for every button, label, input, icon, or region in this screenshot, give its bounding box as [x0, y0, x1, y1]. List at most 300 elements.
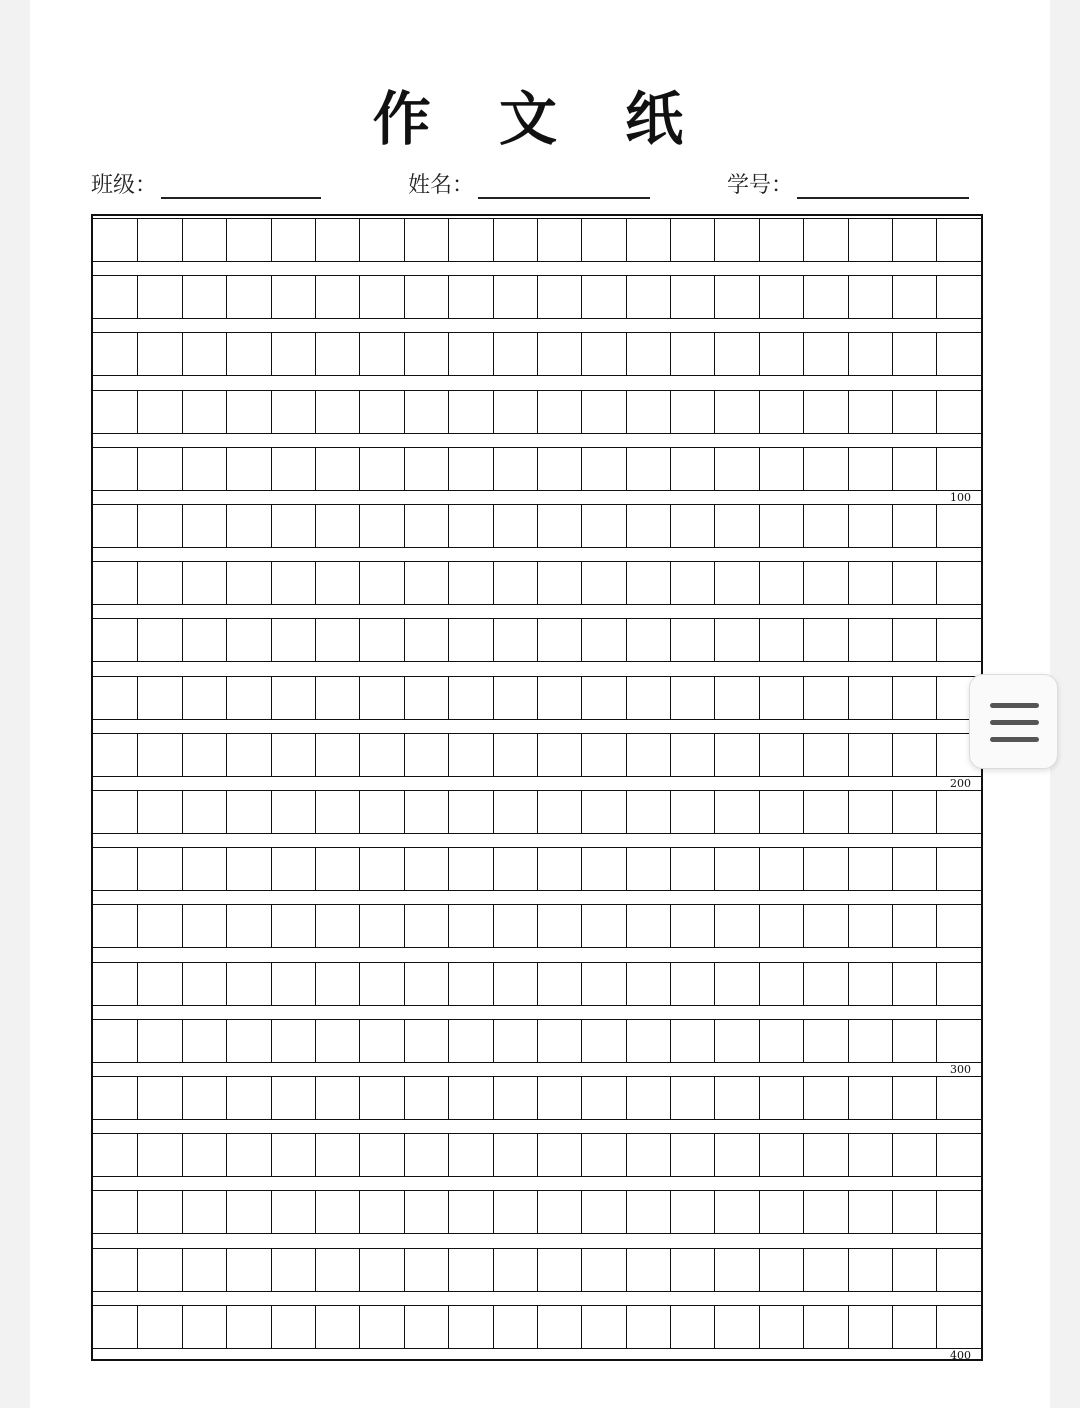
grid-cell[interactable] — [759, 1133, 803, 1177]
grid-cell[interactable] — [803, 733, 847, 777]
grid-cell[interactable] — [892, 218, 936, 262]
grid-cell[interactable] — [137, 447, 181, 491]
grid-cell[interactable] — [581, 676, 625, 720]
grid-cell[interactable] — [448, 390, 492, 434]
grid-cell[interactable] — [848, 1019, 892, 1063]
grid-cell[interactable] — [892, 275, 936, 319]
grid-cell[interactable] — [315, 1190, 359, 1234]
grid-cell[interactable] — [404, 390, 448, 434]
grid-cell[interactable] — [226, 561, 270, 605]
grid-cell[interactable] — [315, 275, 359, 319]
grid-cell[interactable] — [848, 275, 892, 319]
grid-cell[interactable] — [493, 332, 537, 376]
grid-cell[interactable] — [670, 676, 714, 720]
grid-cell[interactable] — [271, 561, 315, 605]
grid-cell[interactable] — [93, 561, 137, 605]
grid-cell[interactable] — [936, 904, 980, 948]
grid-cell[interactable] — [448, 1076, 492, 1120]
grid-cell[interactable] — [537, 218, 581, 262]
grid-cell[interactable] — [93, 275, 137, 319]
grid-cell[interactable] — [226, 275, 270, 319]
grid-cell[interactable] — [803, 332, 847, 376]
grid-cell[interactable] — [93, 733, 137, 777]
grid-cell[interactable] — [182, 904, 226, 948]
grid-cell[interactable] — [226, 447, 270, 491]
grid-cell[interactable] — [359, 676, 403, 720]
grid-cell[interactable] — [759, 504, 803, 548]
grid-cell[interactable] — [581, 332, 625, 376]
grid-cell[interactable] — [759, 904, 803, 948]
grid-cell[interactable] — [448, 733, 492, 777]
grid-cell[interactable] — [759, 962, 803, 1006]
grid-cell[interactable] — [537, 1076, 581, 1120]
grid-cell[interactable] — [537, 332, 581, 376]
grid-cell[interactable] — [93, 1076, 137, 1120]
grid-cell[interactable] — [848, 332, 892, 376]
grid-cell[interactable] — [581, 733, 625, 777]
grid-cell[interactable] — [848, 447, 892, 491]
grid-cell[interactable] — [359, 332, 403, 376]
grid-cell[interactable] — [137, 733, 181, 777]
grid-cell[interactable] — [359, 390, 403, 434]
grid-cell[interactable] — [714, 618, 758, 662]
grid-cell[interactable] — [271, 332, 315, 376]
grid-cell[interactable] — [271, 1190, 315, 1234]
grid-cell[interactable] — [626, 1305, 670, 1349]
grid-cell[interactable] — [803, 218, 847, 262]
grid-cell[interactable] — [315, 962, 359, 1006]
grid-cell[interactable] — [803, 904, 847, 948]
grid-cell[interactable] — [626, 1133, 670, 1177]
grid-cell[interactable] — [493, 218, 537, 262]
grid-cell[interactable] — [626, 733, 670, 777]
grid-cell[interactable] — [226, 390, 270, 434]
grid-cell[interactable] — [271, 275, 315, 319]
grid-cell[interactable] — [404, 790, 448, 834]
grid-cell[interactable] — [803, 962, 847, 1006]
student-id-blank[interactable] — [797, 175, 969, 199]
grid-cell[interactable] — [936, 447, 980, 491]
grid-cell[interactable] — [359, 1248, 403, 1292]
grid-cell[interactable] — [936, 390, 980, 434]
grid-cell[interactable] — [537, 1305, 581, 1349]
grid-cell[interactable] — [714, 504, 758, 548]
grid-cell[interactable] — [714, 1019, 758, 1063]
grid-cell[interactable] — [271, 676, 315, 720]
grid-cell[interactable] — [848, 790, 892, 834]
grid-cell[interactable] — [848, 218, 892, 262]
grid-cell[interactable] — [714, 1248, 758, 1292]
grid-cell[interactable] — [137, 218, 181, 262]
grid-cell[interactable] — [93, 790, 137, 834]
grid-cell[interactable] — [892, 332, 936, 376]
grid-cell[interactable] — [537, 561, 581, 605]
grid-cell[interactable] — [537, 1248, 581, 1292]
grid-cell[interactable] — [626, 904, 670, 948]
grid-cell[interactable] — [670, 847, 714, 891]
grid-cell[interactable] — [93, 1248, 137, 1292]
grid-cell[interactable] — [404, 447, 448, 491]
grid-cell[interactable] — [137, 390, 181, 434]
grid-cell[interactable] — [803, 1190, 847, 1234]
grid-cell[interactable] — [626, 847, 670, 891]
grid-cell[interactable] — [936, 847, 980, 891]
grid-cell[interactable] — [315, 790, 359, 834]
grid-cell[interactable] — [936, 504, 980, 548]
grid-cell[interactable] — [359, 847, 403, 891]
grid-cell[interactable] — [759, 790, 803, 834]
grid-cell[interactable] — [626, 1019, 670, 1063]
grid-cell[interactable] — [182, 962, 226, 1006]
grid-cell[interactable] — [448, 847, 492, 891]
grid-cell[interactable] — [182, 447, 226, 491]
grid-cell[interactable] — [670, 618, 714, 662]
grid-cell[interactable] — [137, 332, 181, 376]
grid-cell[interactable] — [404, 1019, 448, 1063]
grid-cell[interactable] — [537, 447, 581, 491]
grid-cell[interactable] — [714, 962, 758, 1006]
grid-cell[interactable] — [404, 676, 448, 720]
grid-cell[interactable] — [359, 1190, 403, 1234]
grid-cell[interactable] — [759, 1305, 803, 1349]
grid-cell[interactable] — [493, 275, 537, 319]
grid-cell[interactable] — [404, 504, 448, 548]
grid-cell[interactable] — [493, 1133, 537, 1177]
grid-cell[interactable] — [137, 676, 181, 720]
grid-cell[interactable] — [670, 1019, 714, 1063]
grid-cell[interactable] — [581, 1248, 625, 1292]
grid-cell[interactable] — [182, 504, 226, 548]
grid-cell[interactable] — [315, 1305, 359, 1349]
grid-cell[interactable] — [359, 1305, 403, 1349]
grid-cell[interactable] — [848, 733, 892, 777]
grid-cell[interactable] — [404, 733, 448, 777]
grid-cell[interactable] — [848, 904, 892, 948]
grid-cell[interactable] — [759, 218, 803, 262]
grid-cell[interactable] — [537, 275, 581, 319]
grid-cell[interactable] — [137, 790, 181, 834]
grid-cell[interactable] — [892, 1190, 936, 1234]
grid-cell[interactable] — [182, 676, 226, 720]
grid-cell[interactable] — [803, 1305, 847, 1349]
grid-cell[interactable] — [182, 218, 226, 262]
grid-cell[interactable] — [848, 618, 892, 662]
grid-cell[interactable] — [936, 1133, 980, 1177]
grid-cell[interactable] — [182, 332, 226, 376]
grid-cell[interactable] — [359, 561, 403, 605]
grid-cell[interactable] — [892, 904, 936, 948]
grid-cell[interactable] — [626, 390, 670, 434]
grid-cell[interactable] — [137, 1019, 181, 1063]
grid-cell[interactable] — [226, 962, 270, 1006]
grid-cell[interactable] — [670, 332, 714, 376]
grid-cell[interactable] — [626, 676, 670, 720]
grid-cell[interactable] — [892, 1133, 936, 1177]
grid-cell[interactable] — [93, 504, 137, 548]
grid-cell[interactable] — [493, 1248, 537, 1292]
grid-cell[interactable] — [626, 1076, 670, 1120]
grid-cell[interactable] — [404, 904, 448, 948]
grid-cell[interactable] — [404, 332, 448, 376]
grid-cell[interactable] — [226, 1248, 270, 1292]
grid-cell[interactable] — [936, 962, 980, 1006]
grid-cell[interactable] — [581, 618, 625, 662]
grid-cell[interactable] — [848, 1190, 892, 1234]
grid-cell[interactable] — [670, 1133, 714, 1177]
grid-cell[interactable] — [714, 733, 758, 777]
grid-cell[interactable] — [892, 962, 936, 1006]
grid-cell[interactable] — [936, 218, 980, 262]
grid-cell[interactable] — [182, 1076, 226, 1120]
grid-cell[interactable] — [537, 618, 581, 662]
grid-cell[interactable] — [670, 447, 714, 491]
grid-cell[interactable] — [493, 904, 537, 948]
grid-cell[interactable] — [359, 904, 403, 948]
grid-cell[interactable] — [93, 332, 137, 376]
grid-cell[interactable] — [714, 1133, 758, 1177]
grid-cell[interactable] — [137, 275, 181, 319]
grid-cell[interactable] — [359, 1076, 403, 1120]
grid-cell[interactable] — [892, 447, 936, 491]
grid-cell[interactable] — [714, 904, 758, 948]
grid-cell[interactable] — [448, 618, 492, 662]
grid-cell[interactable] — [848, 847, 892, 891]
grid-cell[interactable] — [670, 790, 714, 834]
grid-cell[interactable] — [803, 618, 847, 662]
grid-cell[interactable] — [448, 447, 492, 491]
grid-cell[interactable] — [93, 1305, 137, 1349]
grid-cell[interactable] — [359, 504, 403, 548]
grid-cell[interactable] — [759, 1190, 803, 1234]
grid-cell[interactable] — [448, 904, 492, 948]
grid-cell[interactable] — [670, 561, 714, 605]
grid-cell[interactable] — [226, 1305, 270, 1349]
grid-cell[interactable] — [137, 1076, 181, 1120]
grid-cell[interactable] — [226, 1019, 270, 1063]
grid-cell[interactable] — [226, 1076, 270, 1120]
grid-cell[interactable] — [936, 618, 980, 662]
grid-cell[interactable] — [359, 733, 403, 777]
grid-cell[interactable] — [581, 847, 625, 891]
grid-cell[interactable] — [182, 561, 226, 605]
grid-cell[interactable] — [226, 904, 270, 948]
grid-cell[interactable] — [315, 904, 359, 948]
grid-cell[interactable] — [537, 790, 581, 834]
grid-cell[interactable] — [93, 962, 137, 1006]
grid-cell[interactable] — [493, 1190, 537, 1234]
grid-cell[interactable] — [670, 390, 714, 434]
grid-cell[interactable] — [936, 561, 980, 605]
grid-cell[interactable] — [137, 1190, 181, 1234]
grid-cell[interactable] — [626, 790, 670, 834]
grid-cell[interactable] — [848, 1133, 892, 1177]
grid-cell[interactable] — [581, 390, 625, 434]
grid-cell[interactable] — [182, 1248, 226, 1292]
grid-cell[interactable] — [670, 962, 714, 1006]
grid-cell[interactable] — [315, 847, 359, 891]
grid-cell[interactable] — [803, 1133, 847, 1177]
grid-cell[interactable] — [714, 1305, 758, 1349]
grid-cell[interactable] — [93, 1133, 137, 1177]
grid-cell[interactable] — [493, 1019, 537, 1063]
grid-cell[interactable] — [271, 790, 315, 834]
grid-cell[interactable] — [182, 1190, 226, 1234]
grid-cell[interactable] — [493, 676, 537, 720]
grid-cell[interactable] — [182, 790, 226, 834]
grid-cell[interactable] — [670, 1190, 714, 1234]
grid-cell[interactable] — [892, 1076, 936, 1120]
grid-cell[interactable] — [803, 847, 847, 891]
grid-cell[interactable] — [537, 904, 581, 948]
grid-cell[interactable] — [803, 1248, 847, 1292]
grid-cell[interactable] — [670, 218, 714, 262]
grid-cell[interactable] — [315, 218, 359, 262]
grid-cell[interactable] — [137, 962, 181, 1006]
grid-cell[interactable] — [936, 275, 980, 319]
grid-cell[interactable] — [359, 275, 403, 319]
grid-cell[interactable] — [315, 618, 359, 662]
grid-cell[interactable] — [581, 1190, 625, 1234]
grid-cell[interactable] — [271, 447, 315, 491]
grid-cell[interactable] — [759, 1076, 803, 1120]
grid-cell[interactable] — [626, 275, 670, 319]
grid-cell[interactable] — [714, 676, 758, 720]
grid-cell[interactable] — [626, 561, 670, 605]
grid-cell[interactable] — [493, 733, 537, 777]
grid-cell[interactable] — [182, 275, 226, 319]
class-blank[interactable] — [161, 175, 321, 199]
grid-cell[interactable] — [892, 733, 936, 777]
grid-cell[interactable] — [803, 676, 847, 720]
grid-cell[interactable] — [626, 962, 670, 1006]
grid-cell[interactable] — [670, 1076, 714, 1120]
grid-cell[interactable] — [714, 390, 758, 434]
grid-cell[interactable] — [803, 275, 847, 319]
grid-cell[interactable] — [137, 561, 181, 605]
grid-cell[interactable] — [759, 618, 803, 662]
grid-cell[interactable] — [226, 504, 270, 548]
grid-cell[interactable] — [892, 676, 936, 720]
grid-cell[interactable] — [404, 1248, 448, 1292]
grid-cell[interactable] — [936, 1248, 980, 1292]
grid-cell[interactable] — [626, 618, 670, 662]
grid-cell[interactable] — [848, 1248, 892, 1292]
grid-cell[interactable] — [93, 1190, 137, 1234]
grid-cell[interactable] — [493, 504, 537, 548]
grid-cell[interactable] — [803, 1076, 847, 1120]
grid-cell[interactable] — [670, 733, 714, 777]
grid-cell[interactable] — [892, 1019, 936, 1063]
grid-cell[interactable] — [137, 618, 181, 662]
grid-cell[interactable] — [315, 447, 359, 491]
grid-cell[interactable] — [848, 1305, 892, 1349]
grid-cell[interactable] — [271, 1133, 315, 1177]
grid-cell[interactable] — [359, 1133, 403, 1177]
grid-cell[interactable] — [759, 676, 803, 720]
grid-cell[interactable] — [137, 847, 181, 891]
grid-cell[interactable] — [137, 504, 181, 548]
grid-cell[interactable] — [759, 390, 803, 434]
grid-cell[interactable] — [137, 904, 181, 948]
grid-cell[interactable] — [182, 1305, 226, 1349]
grid-cell[interactable] — [493, 390, 537, 434]
grid-cell[interactable] — [315, 561, 359, 605]
grid-cell[interactable] — [271, 1019, 315, 1063]
grid-cell[interactable] — [182, 847, 226, 891]
grid-cell[interactable] — [759, 332, 803, 376]
grid-cell[interactable] — [404, 1133, 448, 1177]
grid-cell[interactable] — [581, 561, 625, 605]
grid-cell[interactable] — [182, 1019, 226, 1063]
grid-cell[interactable] — [359, 447, 403, 491]
grid-cell[interactable] — [936, 790, 980, 834]
grid-cell[interactable] — [271, 1305, 315, 1349]
grid-cell[interactable] — [537, 847, 581, 891]
grid-cell[interactable] — [670, 275, 714, 319]
grid-cell[interactable] — [803, 1019, 847, 1063]
grid-cell[interactable] — [359, 618, 403, 662]
grid-cell[interactable] — [581, 1305, 625, 1349]
grid-cell[interactable] — [626, 332, 670, 376]
grid-cell[interactable] — [271, 962, 315, 1006]
grid-cell[interactable] — [359, 962, 403, 1006]
grid-cell[interactable] — [404, 218, 448, 262]
grid-cell[interactable] — [315, 390, 359, 434]
grid-cell[interactable] — [93, 447, 137, 491]
grid-cell[interactable] — [182, 1133, 226, 1177]
grid-cell[interactable] — [537, 676, 581, 720]
grid-cell[interactable] — [537, 1133, 581, 1177]
grid-cell[interactable] — [182, 733, 226, 777]
grid-cell[interactable] — [93, 390, 137, 434]
grid-cell[interactable] — [714, 447, 758, 491]
grid-cell[interactable] — [182, 618, 226, 662]
grid-cell[interactable] — [226, 618, 270, 662]
grid-cell[interactable] — [448, 1248, 492, 1292]
grid-cell[interactable] — [448, 218, 492, 262]
grid-cell[interactable] — [315, 676, 359, 720]
grid-cell[interactable] — [493, 962, 537, 1006]
grid-cell[interactable] — [271, 1248, 315, 1292]
grid-cell[interactable] — [581, 218, 625, 262]
grid-cell[interactable] — [848, 390, 892, 434]
grid-cell[interactable] — [581, 962, 625, 1006]
grid-cell[interactable] — [626, 447, 670, 491]
menu-button[interactable] — [969, 674, 1058, 769]
grid-cell[interactable] — [626, 218, 670, 262]
grid-cell[interactable] — [581, 904, 625, 948]
grid-cell[interactable] — [93, 1019, 137, 1063]
grid-cell[interactable] — [448, 962, 492, 1006]
grid-cell[interactable] — [448, 504, 492, 548]
grid-cell[interactable] — [803, 447, 847, 491]
grid-cell[interactable] — [759, 561, 803, 605]
grid-cell[interactable] — [759, 1248, 803, 1292]
grid-cell[interactable] — [315, 733, 359, 777]
grid-cell[interactable] — [892, 1248, 936, 1292]
grid-cell[interactable] — [404, 847, 448, 891]
name-blank[interactable] — [478, 175, 650, 199]
grid-cell[interactable] — [537, 733, 581, 777]
grid-cell[interactable] — [581, 790, 625, 834]
grid-cell[interactable] — [315, 332, 359, 376]
grid-cell[interactable] — [271, 504, 315, 548]
grid-cell[interactable] — [493, 618, 537, 662]
grid-cell[interactable] — [137, 1248, 181, 1292]
grid-cell[interactable] — [670, 1248, 714, 1292]
grid-cell[interactable] — [448, 1190, 492, 1234]
grid-cell[interactable] — [848, 676, 892, 720]
